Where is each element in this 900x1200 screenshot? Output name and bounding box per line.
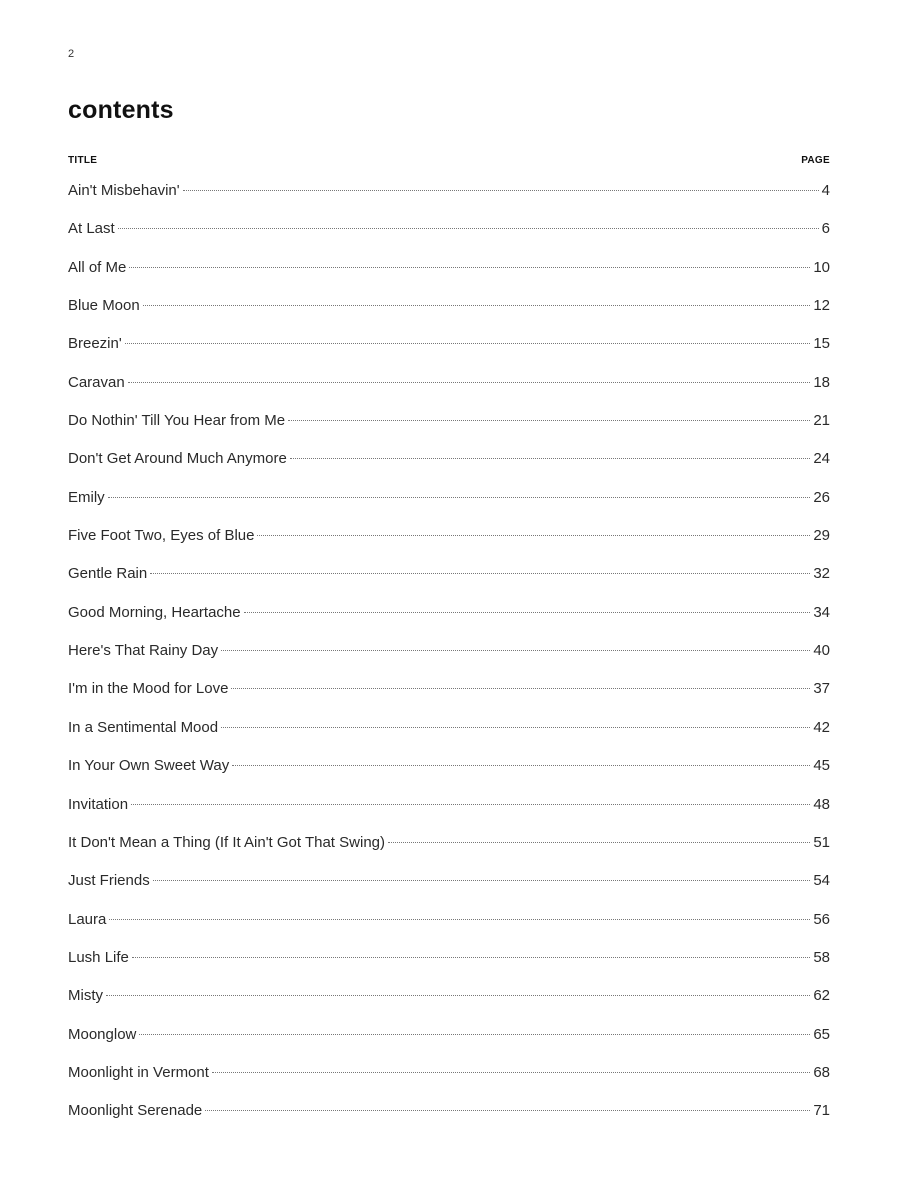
toc-entry[interactable] [68, 335, 830, 373]
dot-leader [139, 1034, 810, 1035]
toc-entry-page: 48 [813, 795, 830, 813]
dot-leader [150, 573, 810, 574]
toc-entry[interactable] [68, 796, 830, 834]
dot-leader [109, 919, 810, 920]
page-number: 2 [68, 48, 75, 60]
toc-entry[interactable] [68, 565, 830, 603]
dot-leader [118, 228, 819, 229]
toc-entry[interactable] [68, 872, 830, 910]
toc-entry-page: 15 [813, 335, 830, 353]
toc-entry-page: 37 [813, 680, 830, 698]
dot-leader [129, 267, 810, 268]
toc-entry[interactable] [68, 680, 830, 718]
title-column-header: TITLE [68, 155, 98, 166]
page-column-header: PAGE [801, 155, 830, 166]
toc-entry-page: 32 [813, 565, 830, 583]
toc-entry-title: It Don't Mean a Thing (If It Ain't Got That Swing) [68, 833, 385, 851]
dot-leader [125, 343, 811, 344]
toc-entry-page: 62 [813, 987, 830, 1005]
toc-entry-page: 68 [813, 1063, 830, 1081]
toc-entry-page: 26 [813, 488, 830, 506]
toc-entry-title: Just Friends [68, 872, 150, 890]
toc-entry-page: 54 [813, 872, 830, 890]
toc-entry-title: Moonglow [68, 1025, 137, 1043]
toc-entry[interactable] [68, 527, 830, 565]
toc-entry[interactable] [68, 489, 830, 527]
toc-entry-title: Laura [68, 910, 107, 928]
toc-entry-page: 51 [813, 833, 830, 851]
toc-entry[interactable] [68, 259, 830, 297]
toc-entry[interactable] [68, 719, 830, 757]
toc-entry-title: At Last [68, 220, 115, 238]
toc-entry-page: 42 [813, 718, 830, 736]
dot-leader [232, 765, 810, 766]
toc-entry-title: Do Nothin' Till You Hear from Me [68, 412, 286, 430]
dot-leader [205, 1110, 810, 1111]
toc-entry-title: Breezin' [68, 335, 122, 353]
toc-entry-title: Caravan [68, 373, 125, 391]
toc-entry-title: In a Sentimental Mood [68, 718, 219, 736]
dot-leader [153, 880, 811, 881]
toc-entry-title: Here's That Rainy Day [68, 642, 219, 660]
dot-leader [132, 957, 810, 958]
toc-entry-page: 34 [813, 603, 830, 621]
toc-entry-title: Five Foot Two, Eyes of Blue [68, 527, 255, 545]
page-title: contents [68, 96, 174, 124]
toc-entry[interactable] [68, 987, 830, 1025]
dot-leader [183, 190, 819, 191]
toc-entry[interactable] [68, 949, 830, 987]
toc-entry-page: 65 [813, 1025, 830, 1043]
table-of-contents [68, 182, 830, 1141]
toc-entry-page: 10 [813, 258, 830, 276]
toc-entry-page: 12 [813, 297, 830, 315]
toc-entry[interactable] [68, 604, 830, 642]
toc-entry[interactable] [68, 1026, 830, 1064]
toc-entry-page: 6 [821, 220, 830, 238]
toc-entry-title: Ain't Misbehavin' [68, 182, 180, 199]
dot-leader [131, 804, 810, 805]
toc-entry-title: Lush Life [68, 948, 129, 966]
toc-entry[interactable] [68, 220, 830, 258]
toc-entry[interactable] [68, 450, 830, 488]
toc-entry-page: 71 [813, 1102, 830, 1120]
toc-entry-title: I'm in the Mood for Love [68, 680, 229, 698]
toc-entry-title: Moonlight in Vermont [68, 1063, 209, 1081]
toc-entry-title: In Your Own Sweet Way [68, 757, 230, 775]
toc-entry-page: 29 [813, 527, 830, 545]
toc-entry-page: 40 [813, 642, 830, 660]
toc-entry-title: Don't Get Around Much Anymore [68, 450, 287, 468]
toc-entry-page: 58 [813, 948, 830, 966]
dot-leader [143, 305, 811, 306]
dot-leader [221, 727, 810, 728]
toc-entry[interactable] [68, 757, 830, 795]
toc-entry[interactable] [68, 1064, 830, 1102]
dot-leader [288, 420, 810, 421]
toc-entry[interactable] [68, 834, 830, 872]
toc-entry-page: 24 [813, 450, 830, 468]
toc-entry-title: Blue Moon [68, 297, 140, 315]
toc-entry-title: Good Morning, Heartache [68, 603, 241, 621]
dot-leader [221, 650, 810, 651]
dot-leader [231, 688, 810, 689]
dot-leader [212, 1072, 810, 1073]
dot-leader [290, 458, 811, 459]
toc-entry[interactable] [68, 412, 830, 450]
toc-entry-title: Misty [68, 987, 103, 1005]
dot-leader [244, 612, 811, 613]
toc-entry-page: 56 [813, 910, 830, 928]
toc-entry[interactable] [68, 182, 830, 220]
dot-leader [257, 535, 810, 536]
toc-entry-page: 18 [813, 373, 830, 391]
dot-leader [388, 842, 810, 843]
toc-entry-page: 45 [813, 757, 830, 775]
toc-entry-title: Emily [68, 488, 105, 506]
dot-leader [108, 497, 811, 498]
toc-entry-title: All of Me [68, 258, 127, 276]
dot-leader [128, 382, 811, 383]
toc-entry-title: Gentle Rain [68, 565, 148, 583]
dot-leader [106, 995, 810, 996]
toc-entry[interactable] [68, 911, 830, 949]
toc-entry[interactable] [68, 642, 830, 680]
toc-entry[interactable] [68, 1102, 830, 1140]
toc-entry-page: 4 [821, 182, 830, 199]
toc-entry[interactable] [68, 297, 830, 335]
toc-entry-title: Moonlight Serenade [68, 1102, 203, 1120]
toc-entry-page: 21 [813, 412, 830, 430]
toc-entry-title: Invitation [68, 795, 129, 813]
toc-entry[interactable] [68, 374, 830, 412]
